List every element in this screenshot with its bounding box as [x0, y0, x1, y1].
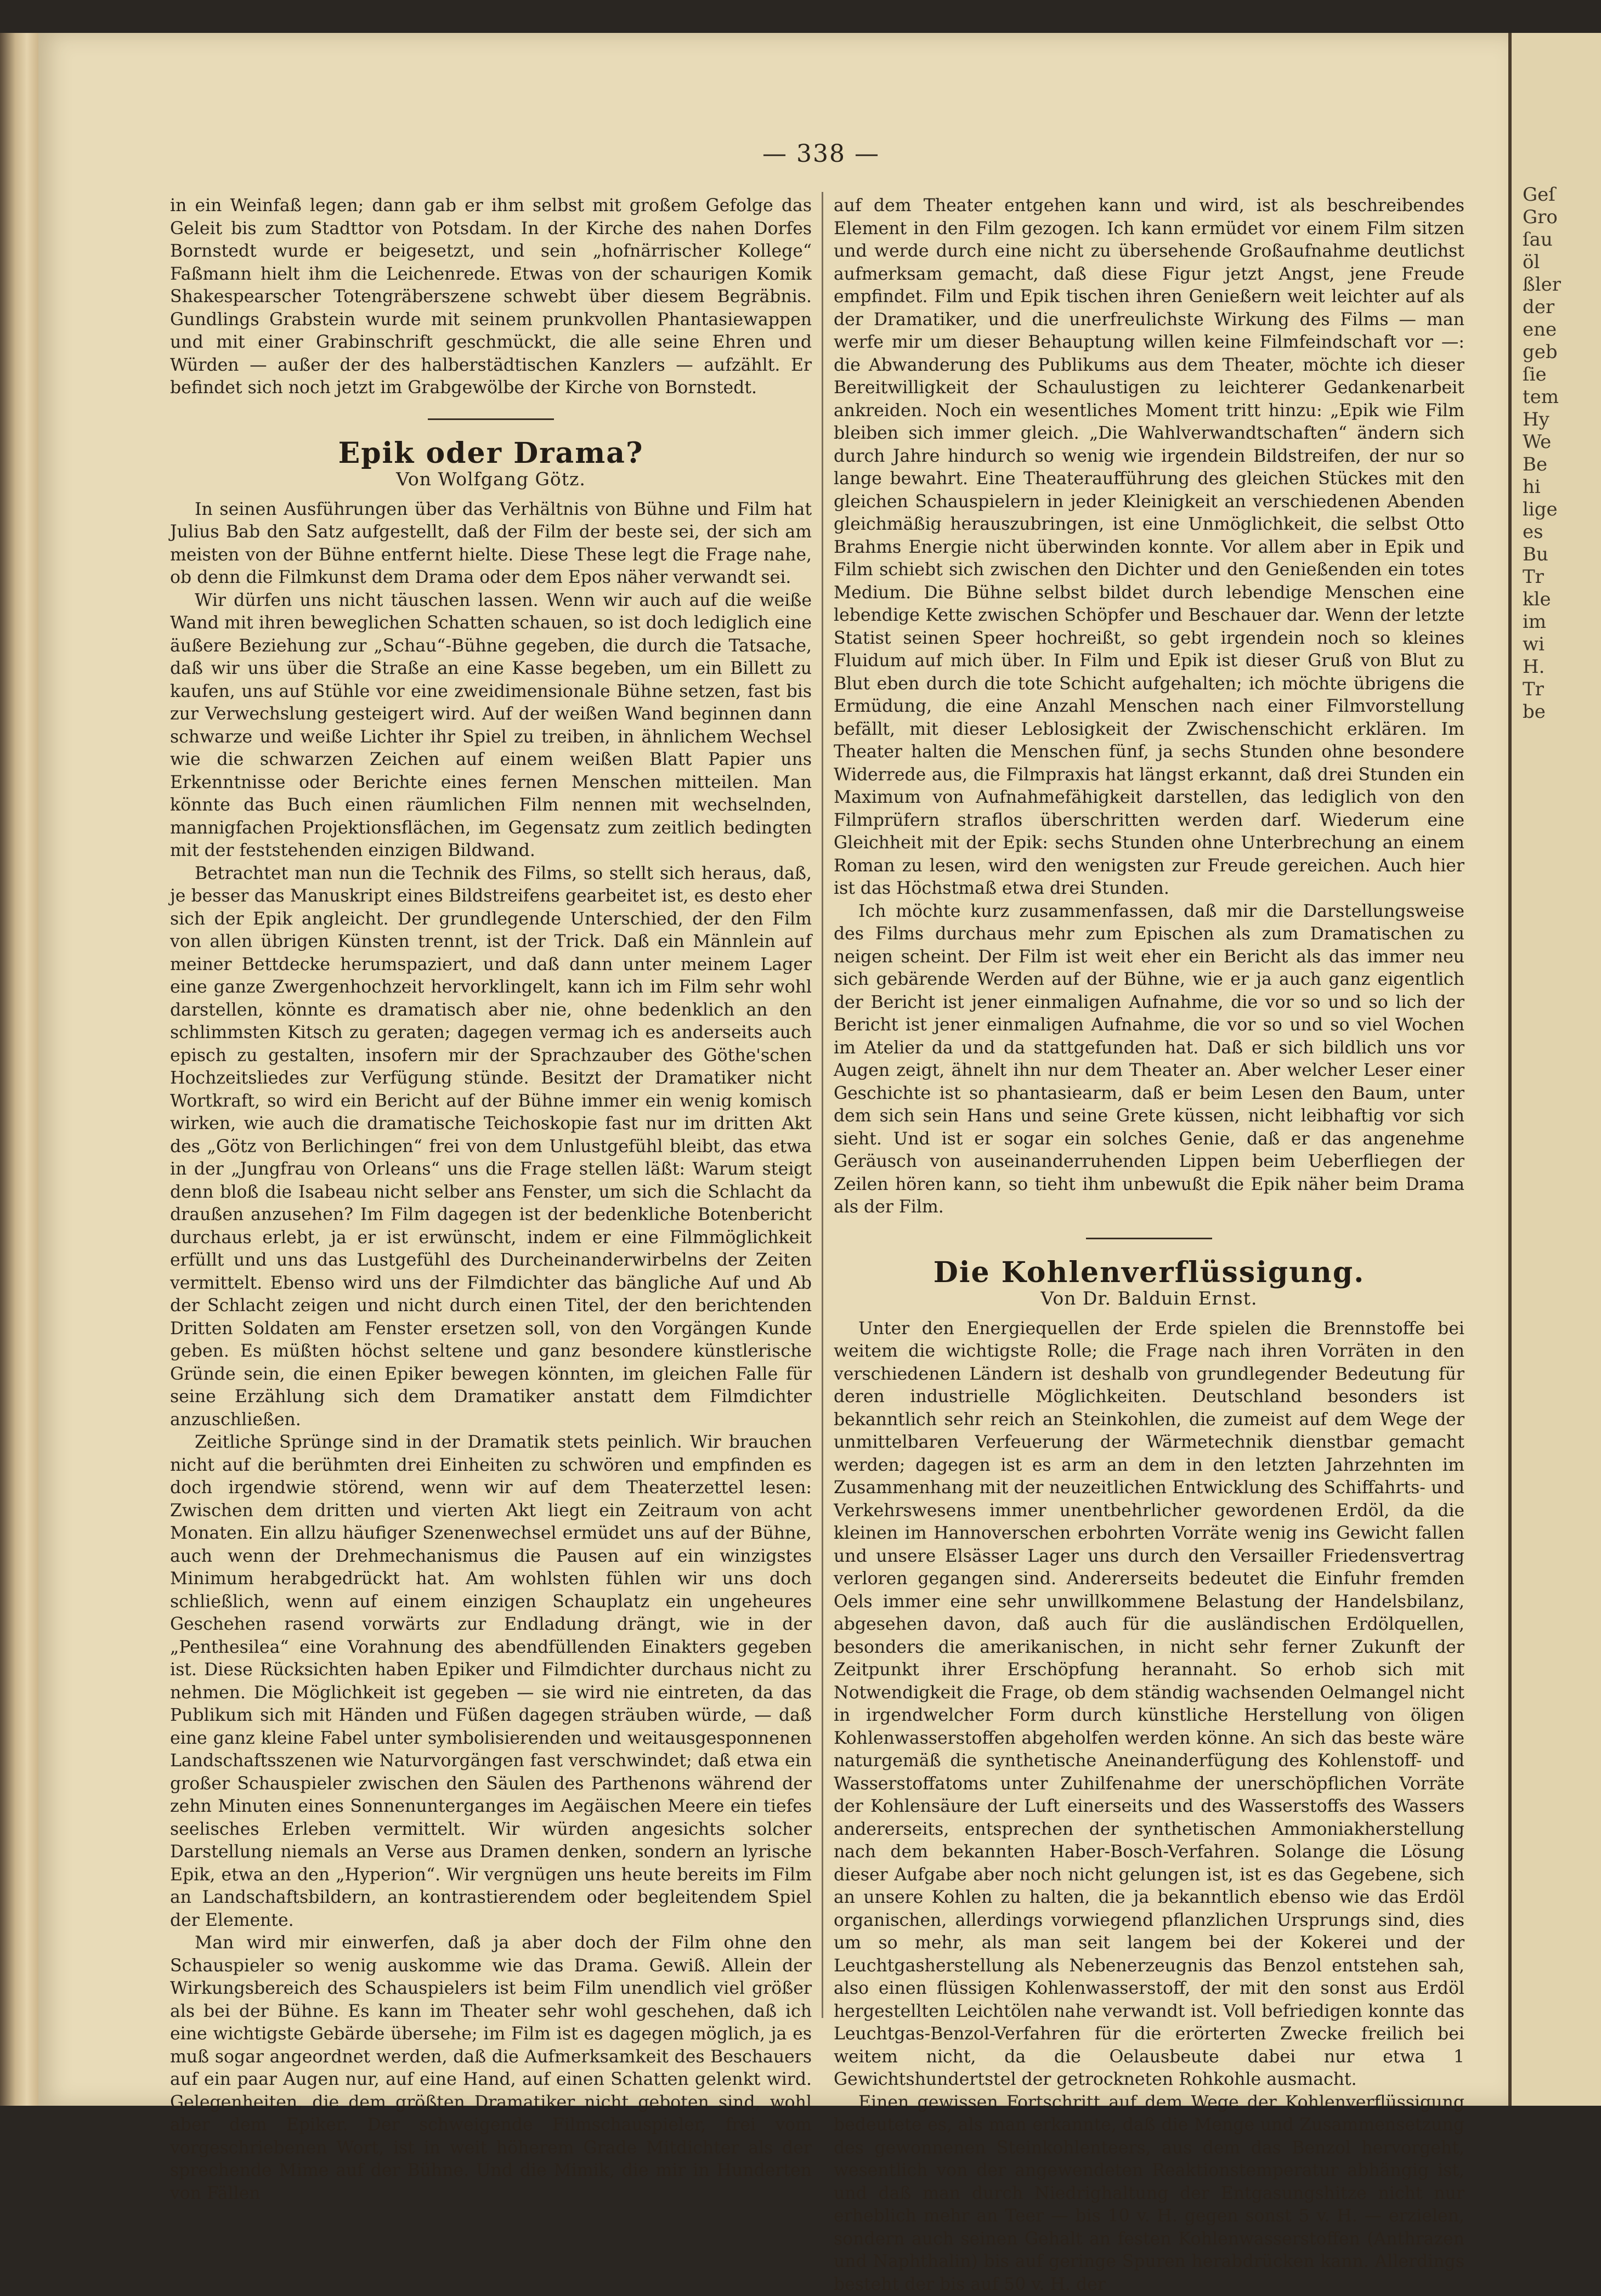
adjacent-page-fragment: kle [1523, 588, 1551, 611]
adjacent-page-fragment: Geſ [1523, 184, 1555, 206]
article-paragraph: Wir dürfen uns nicht täuschen lassen. Wenn wir auch auf die weiße Wand mit ihren beweglichen Schatten schauen, so ist doch lediglich eine äußere Beziehung zur „Schau“-Bühne gegeben, die durch die Tatsache, daß wir uns über die Straße an eine Kasse begeben, um ein Billett zu kaufen, uns auf Stühle vor eine zweidimensionale Bühne setzen, fast bis zur Verwechslung gesteigert wird. Auf der weißen Wand beginnen dann schwarze und weiße Lichter ihr Spiel zu treiben, in ähnlichem Wechsel wie die schwarzen Zeichen auf einem weißen Blatt Papier uns Erkenntnisse oder Berichte eines fernen Menschen mitteilen. Man könnte das Buch einen räumlichen Film nennen mit wechselnden, mannigfachen Projektionsflächen, im Gegensatz zum zeitlich bedingten mit der feststehenden einzigen Bildwand. [170, 589, 812, 863]
left-column [170, 195, 812, 2205]
article-title-epik-oder-drama: Epik oder Drama? [170, 442, 812, 465]
adjacent-page-fragment: Hy [1523, 409, 1549, 431]
adjacent-page-fragment: wi [1523, 633, 1545, 656]
adjacent-page-fragment: ßler [1523, 274, 1561, 296]
right-column [834, 195, 1464, 2296]
adjacent-page-fragment: ſie [1523, 364, 1547, 386]
adjacent-page-fragment: öl [1523, 251, 1540, 274]
adjacent-page-fragment: hi [1523, 476, 1541, 498]
article-paragraph: Ich möchte kurz zusammenfassen, daß mir die Darstellungsweise des Films durchaus mehr zum Epischen als zum Dramatischen zu neigen scheint. Der Film ist weit eher ein Bericht als das immer neu sich gebärende Werden auf der Bühne, wie er ja auch ganz eigentlich der Bericht ist jener einmaligen Aufnahme, die vor so und so lich der Bericht ist jener einmaligen Aufnahme, die vor so und so viel Wochen im Atelier da und da stattgefunden hat. Daß er sich bildlich uns vor Augen zeigt, ähnelt ihn nur dem Theater an. Aber welcher Leser einer Geschichte ist so phantasiearm, daß er beim Lesen den Baum, unter dem sich sein Hans und seine Grete küssen, nicht leibhaftig vor sich sieht. Und ist er sogar ein solches Genie, daß er das angenehme Geräusch von auseinanderruhenden Lippen beim Ueberfliegen der Zeilen hören kann, so tieht ihm unbewußt die Epik näher beim Drama als der Film. [834, 900, 1464, 1219]
article-title-kohlenverfluessigung: Die Kohlenverflüssigung. [834, 1261, 1464, 1284]
adjacent-page-fragment: geb [1523, 341, 1558, 364]
adjacent-page-fragment: Be [1523, 453, 1547, 476]
adjacent-page-fragment: Tr [1523, 678, 1544, 701]
article-paragraph: Unter den Energiequellen der Erde spielen die Brennstoffe bei weitem die wichtigste Rolle; die Frage nach ihren Vorräten in den verschiedenen Ländern ist deshalb von grundlegender Bedeutung für deren industrielle Möglichkeiten. Deutschland besonders ist bekanntlich sehr reich an Steinkohlen, die zumeist auf dem Wege der unmittelbaren Verfeuerung der Wärmetechnik dienstbar gemacht werden; dagegen ist es arm an dem in den letzten Jahrzehnten im Zusammenhang mit der neuzeitlichen Entwicklung des Schiffahrts- und Verkehrswesens immer unentbehrlicher gewordenen Erdöl, da die kleinen im Hannoverschen erbohrten Vorräte wenig ins Gewicht fallen und unsere Elsässer Lager uns durch den Versailler Friedensvertrag verloren gegangen sind. Andererseits bedeutet die Einfuhr fremden Oels immer eine sehr unwillkommene Belastung der Handelsbilanz, abgesehen davon, daß auch für die ausländischen Erdölquellen, besonders die amerikanischen, in nicht sehr ferner Zukunft der Zeitpunkt ihrer Erschöpfung herannaht. So erhob sich mit Notwendigkeit die Frage, ob dem ständig wachsenden Oelmangel nicht in irgendwelcher Form durch künstliche Herstellung von öligen Kohlenwasserstoffen abgeholfen werden könne. An sich das beste wäre naturgemäß die synthetische Aneinanderfügung des Kohlenstoff- und Wasserstoffatoms unter Zuhilfenahme der unerschöpflichen Vorräte der Kohlensäure der Luft einerseits und des Wasserstoffs des Wassers andererseits, entsprechen der synthetischen Ammoniakherstellung nach dem bekannten Haber-Bosch-Verfahren. Solange die Lösung dieser Aufgabe aber noch nicht gelungen ist, ist es das Gegebene, sich an unsere Kohlen zu halten, die ja bekanntlich ebenso wie das Erdöl organischen, allerdings vorwiegend pflanzlichen Ursprungs sind, dies um so mehr, als man seit langem bei der Kokerei und der Leuchtgasherstellung als Nebenerzeugnis das Benzol entstehen sah, also einen flüssigen Kohlenwasserstoff, der mit den sonst aus Erdöl hergestellten Leichtölen nahe verwandt ist. Voll befriedigen konnte das Leuchtgas-Benzol-Verfahren für die erörterten Zwecke freilich bei weitem nicht, da die Oelausbeute dabei nur etwa 1 Gewichtshundertstel der getrockneten Rohkohle ausmacht. [834, 1318, 1464, 2091]
adjacent-page-fragment: lige [1523, 498, 1558, 521]
article-byline: Von Dr. Balduin Ernst. [834, 1287, 1464, 1310]
article-paragraph: Betrachtet man nun die Technik des Films, so stellt sich heraus, daß, je besser das Manuskript eines Bildstreifens gearbeitet ist, es desto eher sich der Epik angleicht. Der grundlegende Unterschied, der den Film von allen übrigen Künsten trennt, ist der Trick. Daß ein Männlein auf meiner Bettdecke herumspaziert, und daß dann unter meinem Lager eine ganze Zwergenhochzeit hervorklingelt, kann ich im Film sehr wohl darstellen, könnte es dramatisch aber nie, ohne bedenklich an den schlimmsten Kitsch zu geraten; dagegen vermag ich es anderseits auch episch zu gestalten, insofern mir der Sprachzauber des Göthe'schen Hochzeitsliedes zur Verfügung stünde. Besitzt der Dramatiker nicht Wortkraft, so wird ein Bericht auf der Bühne immer ein wenig komisch wirken, wie auch die dramatische Teichoskopie fast nur im dritten Akt des „Götz von Berlichingen“ frei von dem Unlustgefühl bleibt, das etwa in der „Jungfrau von Orleans“ uns die Frage stellen läßt: Warum steigt denn bloß die Isabeau nicht selber ans Fenster, um sich die Schlacht da draußen anzusehen? Im Film dagegen ist der bedenkliche Botenbericht durchaus erlebt, ja er ist erwünscht, indem er eine Filmmöglichkeit erfüllt und uns das Lustgefühl des Durcheinanderwirbelns der Zeiten vermittelt. Ebenso wird uns der Filmdichter das bängliche Auf und Ab der Schlacht zeigen und nicht durch einen Titel, der den berichtenden Dritten Soldaten am Fenster ersetzen soll, von den Vorgängen Kunde geben. Es müßten höchst seltene und ganz besondere künstlerische Gründe sein, die einen Epiker bewegen könnten, im gleichen Falle für seine Erzählung sich dem Dramatiker anstatt dem Filmdichter anzuschließen. [170, 863, 812, 1432]
adjacent-page-fragment: Bu [1523, 543, 1548, 566]
column-divider [822, 192, 823, 2018]
section-rule [1086, 1238, 1212, 1239]
article-paragraph: auf dem Theater entgehen kann und wird, ist als beschreibendes Element in den Film gezogen. Ich kann ermüdet vor einem Film sitzen und werde durch eine nicht zu übersehende Großaufnahme deutlichst aufmerksam gemacht, daß diese Figur jetzt Angst, jene Freude empfindet. Film und Epik tischen ihren Genießern weit leichter auf als der Dramatiker, und die unerfreulichste Wirkung des Films — man werfe mir um dieser Behauptung willen keine Filmfeindschaft vor —: die Abwanderung des Publikums aus dem Theater, möchte ich dieser Bereitwilligkeit der Schaulustigen zu leichterer Gedankenarbeit ankreiden. Noch ein wesentliches Moment tritt hinzu: „Epik wie Film bleiben sich immer gleich. „Die Wahlverwandtschaften“ ändern sich durch Jahre hindurch so wenig wie irgendein Bildstreifen, der nur so lange bewahrt. Eine Theateraufführung des gleichen Stückes mit den gleichen Schauspielern in jeder Kleinigkeit an verschiedenen Abenden gleichmäßig herauszubringen, ist eine Unmöglichkeit, die selbst Otto Brahms Energie nicht überwinden konnte. Vor allem aber in Epik und Film schiebt sich zwischen den Dichter und den Genießenden ein totes Medium. Die Bühne selbst bildet durch lebendige Menschen eine lebendige Kette zwischen Schöpfer und Beschauer dar. Wenn der letzte Statist seinen Speer hochreißt, so gebt irgendein noch so kleines Fluidum auf mich über. In Film und Epik ist dieser Gruß von Blut zu Blut eben durch die tote Schicht aufgehalten; ich möchte übrigens die Ermüdung, die eine Anzahl Menschen nach einer Filmvorstellung befällt, mit dieser Leblosigkeit der Zwischenschicht erklären. Im Theater halten die Menschen fünf, ja sechs Stunden ohne besondere Widerrede aus, die Filmpraxis hat längst erkannt, daß drei Stunden ein Maximum von Aufnahmefähigkeit darstellen, das lediglich von den Filmprüfern straflos überschritten werden darf. Wiederum eine Gleichheit mit der Epik: sechs Stunden ohne Unterbrechung an einem Roman zu lesen, wird den wenigsten zur Freude gereichen. Auch hier ist das Höchstmaß etwa drei Stunden. [834, 195, 1464, 900]
section-rule [428, 418, 554, 420]
page-number: — 338 — [762, 140, 880, 168]
adjacent-page-fragment: be [1523, 701, 1546, 723]
article-byline: Von Wolfgang Götz. [170, 468, 812, 491]
article-paragraph: Einen gewissen Fortschritt auf dem Wege der Kohlenverflüssigung bedeutete es, als man erkannte, daß die Menge und Zusammensetzung des gewonnenen Steinkohlenteers, aus dem das Benzol hervorgeht, wesentlich von der angewendeten Reaktionstemperatur abhängig ist, und daß man durch Niedrighaltung der Entgasungshitze nicht nur erheblich mehr an Teer — bis 10 v. H. gegen sonst 5 v. H. — erzielen, sondern auch seinen Gehalt an festen Kohlenwasserstoffen (Anthrazen und Naphthalin) bis auf geringe Spuren herabdrücken kann. Allerdings besteht der bis auf 50 v. H. der [834, 2091, 1464, 2296]
book-page-edges [0, 33, 38, 2106]
adjacent-page-fragment: Tr [1523, 566, 1544, 588]
adjacent-page-fragment: es [1523, 521, 1543, 543]
adjacent-page-fragment: We [1523, 431, 1551, 453]
adjacent-page-fragment: im [1523, 611, 1546, 633]
adjacent-page-strip [1508, 33, 1601, 2106]
article-paragraph: Man wird mir einwerfen, daß ja aber doch der Film ohne den Schauspieler so wenig auskomme wie das Drama. Gewiß. Allein der Wirkungsbereich des Schauspielers ist beim Film unendlich viel größer als bei der Bühne. Es kann im Theater sehr wohl geschehen, daß ich eine wichtigste Gebärde übersehe; im Film ist es dagegen möglich, ja es muß sogar angeordnet werden, daß die Aufmerksamkeit des Beschauers auf ein paar Augen nur, auf eine Hand, auf einen Schatten gelenkt wird. Gelegenheiten, die dem größten Dramatiker nicht geboten sind, wohl aber dem Epiker. Der schweigende Filmschauspieler, frei vom vorgeschriebenen Wort, ist in weit höherem Grade Mitdichter als der sprechende Mime auf der Bühne. Und die Mimik, die mir in Hunderten von Fällen [170, 1932, 812, 2205]
adjacent-page-fragment: H. [1523, 656, 1545, 678]
adjacent-page-fragment: tem [1523, 386, 1559, 409]
article-paragraph: Zeitliche Sprünge sind in der Dramatik stets peinlich. Wir brauchen nicht auf die berühmten drei Einheiten zu schwören und empfinden es doch irgendwie störend, wenn wir auf dem Theaterzettel lesen: Zwischen dem dritten und vierten Akt liegt ein Zeitraum von acht Monaten. Ein allzu häufiger Szenenwechsel ermüdet uns auf der Bühne, auch wenn der Drehmechanismus die Pausen auf ein winzigstes Minimum herabgedrückt hat. Am wohlsten fühlen wir uns doch schließlich, wenn auf einem einzigen Schauplatz ein ungeheures Geschehen rasend vorwärts zur Endladung drängt, wie in der „Penthesilea“ eine Vorahnung des abendfüllenden Einakters gegeben ist. Diese Rücksichten haben Epiker und Filmdichter durchaus nicht zu nehmen. Die Möglichkeit ist gegeben — sie wird nie eintreten, da das Publikum sich mit Händen und Füßen dagegen sträuben würde, — daß eine ganz kleine Fabel unter symbolisierenden und weitausgesponnenen Landschaftsszenen wie Naturvorgängen fast verschwindet; daß etwa ein großer Schauspieler zwischen den Säulen des Parthenons während der zehn Minuten eines Sonnenunterganges im Aegäischen Meere ein tiefes seelisches Erleben vermittelt. Wir würden angesichts solcher Darstellung niemals an Verse aus Dramen denken, sondern an lyrische Epik, etwa an den „Hyperion“. Wir vergnügen uns heute bereits im Film an Landschaftsbildern, an kontrastierendem oder begleitendem Spiel der Elemente. [170, 1431, 812, 1932]
adjacent-page-fragment: ene [1523, 319, 1557, 341]
article-paragraph: In seinen Ausführungen über das Verhältnis von Bühne und Film hat Julius Bab den Satz aufgestellt, daß der Film der beste sei, der sich am meisten von der Bühne entfernt hielte. Diese These legt die Frage nahe, ob denn die Filmkunst dem Drama oder dem Epos näher verwandt sei. [170, 498, 812, 589]
adjacent-page-fragment: ſau [1523, 229, 1553, 251]
adjacent-page-fragment: der [1523, 296, 1554, 319]
intro-paragraph: in ein Weinfaß legen; dann gab er ihm selbst mit großem Gefolge das Geleit bis zum Stadttor von Potsdam. In der Kirche des nahen Dorfes Bornstedt wurde er beigesetzt, und sein „hofnärrischer Kollege“ Faßmann hielt ihm die Leichenrede. Etwas von der schaurigen Komik Shakespearscher Totengräberszene schwebt über diesem Begräbnis. Gundlings Grabstein wurde mit seinem prunkvollen Phantasiewappen und mit einer Grabinschrift geschmückt, die alle seine Ehren und Würden — außer der des halberstädtischen Kanzlers — aufzählt. Er befindet sich noch jetzt im Grabgewölbe der Kirche von Bornstedt. [170, 195, 812, 400]
adjacent-page-fragment: Gro [1523, 206, 1558, 229]
